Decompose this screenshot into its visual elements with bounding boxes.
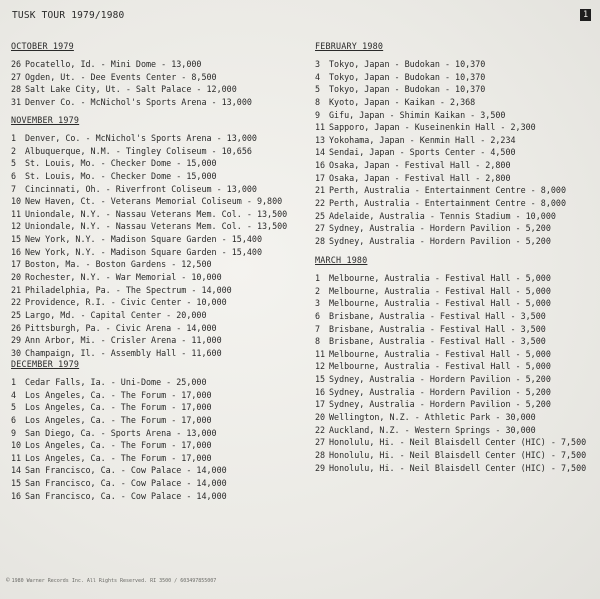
date-day: 11: [315, 348, 326, 359]
date-day: 1: [315, 273, 321, 283]
month-heading: NOVEMBER 1979: [11, 115, 80, 125]
tour-date-row: [315, 424, 586, 437]
tour-date-row: [11, 376, 227, 389]
tour-date-row: [315, 449, 586, 462]
tour-date-row: [11, 83, 252, 96]
month-section-november: [11, 114, 287, 360]
tour-date-row: [11, 490, 227, 503]
venue-details: Tokyo, Japan - Budokan - 10,370: [329, 84, 486, 95]
date-day: 16: [315, 386, 326, 397]
date-day: 7: [11, 183, 17, 194]
tour-date-row: [11, 334, 287, 347]
tour-date-row: [11, 258, 287, 271]
date-day: 14: [11, 465, 22, 476]
month-heading: OCTOBER 1979: [11, 41, 74, 51]
venue-details: St. Louis, Mo. - Checker Dome - 15,000: [25, 170, 217, 181]
date-day: 6: [11, 170, 17, 181]
date-day: 6: [315, 310, 321, 321]
date-day: 15: [11, 478, 22, 489]
tour-date-row: [11, 233, 287, 246]
venue-details: Sapporo, Japan - Kuseinenkin Hall - 2,300: [329, 122, 536, 133]
date-day: 8: [315, 336, 321, 347]
date-day: 2: [315, 285, 321, 296]
tour-date-row: [11, 246, 287, 259]
date-day: 6: [11, 414, 17, 425]
date-day: 14: [315, 147, 326, 158]
tour-date-row: [315, 134, 566, 147]
date-day: 30: [11, 347, 22, 358]
venue-details: Honolulu, Hi. - Neil Blaisdell Center (HIC) - 7,500: [329, 449, 587, 460]
venue-details: Los Angeles, Ca. - The Forum - 17,000: [25, 389, 212, 400]
tour-date-row: [11, 309, 287, 322]
venue-details: New York, N.Y. - Madison Square Garden - 15,400: [25, 246, 262, 257]
tour-date-row: [315, 360, 586, 373]
date-day: 28: [315, 235, 326, 246]
tour-date-row: [11, 208, 287, 221]
tour-date-row: [315, 310, 586, 323]
tour-date-row: [11, 477, 227, 490]
venue-details: San Francisco, Ca. - Cow Palace - 14,000: [25, 465, 227, 476]
tour-date-row: [315, 96, 566, 109]
venue-details: Salt Lake City, Ut. - Salt Palace - 12,000: [25, 84, 237, 95]
venue-details: Providence, R.I. - Civic Center - 10,000: [25, 297, 227, 308]
date-day: 17: [315, 399, 326, 410]
date-day: 2: [11, 145, 17, 156]
tour-date-row: [11, 58, 252, 71]
date-day: 22: [315, 424, 326, 435]
tour-date-row: [315, 83, 566, 96]
date-day: 27: [315, 223, 326, 234]
date-day: 27: [11, 71, 22, 82]
page-title: TUSK TOUR 1979/1980: [12, 10, 125, 21]
venue-details: Pocatello, Id. - Mini Dome - 13,000: [25, 59, 202, 69]
tour-date-row: [11, 170, 287, 183]
venue-details: Sydney, Australia - Hordern Pavilion - 5,200: [329, 386, 551, 397]
date-day: 16: [315, 160, 326, 171]
date-day: 12: [11, 221, 22, 232]
tour-date-row: [11, 183, 287, 196]
venue-details: St. Louis, Mo. - Checker Dome - 15,000: [25, 158, 217, 169]
venue-details: Largo, Md. - Capital Center - 20,000: [25, 309, 207, 320]
month-section-october: [11, 40, 252, 109]
venue-details: Melbourne, Australia - Festival Hall - 5,000: [329, 273, 551, 283]
date-day: 1: [11, 377, 17, 387]
date-day: 22: [11, 297, 22, 308]
month-section-february: [315, 40, 566, 248]
tour-date-row: [315, 146, 566, 159]
venue-details: Kyoto, Japan - Kaikan - 2,368: [329, 96, 476, 107]
venue-details: Philadelphia, Pa. - The Spectrum - 14,000: [25, 284, 232, 295]
date-day: 20: [315, 412, 326, 423]
tour-date-row: [315, 159, 566, 172]
venue-details: Albuquerque, N.M. - Tingley Coliseum - 10,656: [25, 145, 252, 156]
venue-details: Adelaide, Australia - Tennis Stadium - 10,000: [329, 210, 556, 221]
tour-date-row: [11, 157, 287, 170]
tour-date-row: [11, 389, 227, 402]
venue-details: Los Angeles, Ca. - The Forum - 17,000: [25, 414, 212, 425]
date-day: 4: [11, 389, 17, 400]
tour-date-row: [11, 284, 287, 297]
date-day: 12: [315, 361, 326, 372]
tour-date-row: [315, 285, 586, 298]
tour-date-row: [315, 222, 566, 235]
tour-date-row: [315, 197, 566, 210]
venue-details: Cincinnati, Oh. - Riverfront Coliseum - 13,000: [25, 183, 257, 194]
venue-details: Melbourne, Australia - Festival Hall - 5,000: [329, 361, 551, 372]
date-day: 3: [315, 59, 321, 69]
venue-details: Pittsburgh, Pa. - Civic Arena - 14,000: [25, 322, 217, 333]
venue-details: Denver Co. - McNichol's Sports Arena - 13,000: [25, 96, 252, 107]
venue-details: Sydney, Australia - Hordern Pavilion - 5,200: [329, 235, 551, 246]
tour-date-row: [315, 121, 566, 134]
date-day: 15: [11, 234, 22, 245]
venue-details: San Francisco, Ca. - Cow Palace - 14,000: [25, 490, 227, 501]
tour-date-row: [11, 439, 227, 452]
date-day: 8: [315, 96, 321, 107]
date-day: 9: [315, 109, 321, 120]
tour-date-row: [11, 296, 287, 309]
date-day: 15: [315, 374, 326, 385]
venue-details: Brisbane, Australia - Festival Hall - 3,500: [329, 310, 546, 321]
tour-date-row: [11, 271, 287, 284]
venue-details: Melbourne, Australia - Festival Hall - 5,000: [329, 298, 551, 309]
month-section-march: [315, 254, 586, 474]
venue-details: Osaka, Japan - Festival Hall - 2,800: [329, 172, 511, 183]
venue-details: Ann Arbor, Mi. - Crisler Arena - 11,000: [25, 335, 222, 346]
tour-date-row: [315, 210, 566, 223]
tour-date-row: [11, 195, 287, 208]
date-day: 29: [11, 335, 22, 346]
tour-date-row: [315, 348, 586, 361]
venue-details: San Francisco, Ca. - Cow Palace - 14,000: [25, 478, 227, 489]
date-day: 7: [315, 323, 321, 334]
date-day: 5: [315, 84, 321, 95]
tour-date-row: [11, 464, 227, 477]
venue-details: Yokohama, Japan - Kenmin Hall - 2,234: [329, 134, 516, 145]
tour-date-row: [315, 297, 586, 310]
venue-details: New York, N.Y. - Madison Square Garden - 15,400: [25, 234, 262, 245]
month-heading: MARCH 1980: [315, 255, 368, 265]
date-day: 16: [11, 490, 22, 501]
date-day: 31: [11, 96, 22, 107]
month-heading: DECEMBER 1979: [11, 359, 80, 369]
tour-date-row: [11, 322, 287, 335]
copyright-text: 1980 Warner Records Inc. All Rights Reserved. RI 3500 / 603497855007: [11, 578, 217, 584]
date-day: 22: [315, 198, 326, 209]
venue-details: Osaka, Japan - Festival Hall - 2,800: [329, 160, 511, 171]
month-section-december: [11, 358, 227, 502]
date-day: 21: [11, 284, 22, 295]
venue-details: Sydney, Australia - Hordern Pavilion - 5,200: [329, 223, 551, 234]
tour-date-row: [11, 427, 227, 440]
page-number-badge: 1: [580, 9, 591, 21]
date-day: 13: [315, 134, 326, 145]
venue-details: Champaign, Il. - Assembly Hall - 11,600: [25, 347, 222, 358]
date-day: 11: [11, 208, 22, 219]
tour-date-row: [315, 398, 586, 411]
tour-date-row: [11, 414, 227, 427]
date-day: 25: [11, 309, 22, 320]
tour-date-row: [11, 145, 287, 158]
tour-date-row: [315, 335, 586, 348]
tour-date-row: [315, 184, 566, 197]
venue-details: Wellington, N.Z. - Athletic Park - 30,000: [329, 412, 536, 423]
tour-date-row: [11, 401, 227, 414]
venue-details: Tokyo, Japan - Budokan - 10,370: [329, 59, 486, 69]
date-day: 28: [315, 449, 326, 460]
tour-date-row: [11, 132, 287, 145]
venue-details: Brisbane, Australia - Festival Hall - 3,500: [329, 336, 546, 347]
date-day: 5: [11, 402, 17, 413]
venue-details: Melbourne, Australia - Festival Hall - 5,000: [329, 285, 551, 296]
venue-details: Los Angeles, Ca. - The Forum - 17,000: [25, 440, 212, 451]
date-day: 27: [315, 437, 326, 448]
venue-details: Honolulu, Hi. - Neil Blaisdell Center (HIC) - 7,500: [329, 437, 587, 448]
venue-details: Melbourne, Australia - Festival Hall - 5,000: [329, 348, 551, 359]
tour-date-row: [315, 272, 586, 285]
tour-date-row: [11, 71, 252, 84]
tour-date-row: [315, 411, 586, 424]
date-day: 25: [315, 210, 326, 221]
venue-details: Auckland, N.Z. - Western Springs - 30,000: [329, 424, 536, 435]
venue-details: Perth, Australia - Entertainment Centre - 8,000: [329, 185, 566, 196]
date-day: 9: [11, 427, 17, 438]
tour-date-row: [315, 109, 566, 122]
venue-details: Perth, Australia - Entertainment Centre - 8,000: [329, 198, 566, 209]
copyright-footer: [6, 577, 216, 584]
date-day: 5: [11, 158, 17, 169]
tour-date-row: [315, 386, 586, 399]
venue-details: Los Angeles, Ca. - The Forum - 17,000: [25, 452, 212, 463]
venue-details: Boston, Ma. - Boston Gardens - 12,500: [25, 259, 212, 270]
date-day: 11: [315, 122, 326, 133]
venue-details: Sendai, Japan - Sports Center - 4,500: [329, 147, 516, 158]
date-day: 3: [315, 298, 321, 309]
venue-details: Rochester, N.Y. - War Memorial - 10,000: [25, 272, 222, 283]
venue-details: New Haven, Ct. - Veterans Memorial Coliseum - 9,800: [25, 196, 283, 207]
venue-details: Sydney, Australia - Hordern Pavilion - 5,200: [329, 399, 551, 410]
venue-details: Sydney, Australia - Hordern Pavilion - 5,200: [329, 374, 551, 385]
month-heading: FEBRUARY 1980: [315, 41, 384, 51]
tour-date-row: [315, 373, 586, 386]
date-day: 16: [11, 246, 22, 257]
tour-date-row: [315, 436, 586, 449]
tour-date-row: [315, 172, 566, 185]
date-day: 10: [11, 196, 22, 207]
venue-details: Uniondale, N.Y. - Nassau Veterans Mem. Col. - 13,500: [25, 208, 288, 219]
venue-details: Los Angeles, Ca. - The Forum - 17,000: [25, 402, 212, 413]
date-day: 29: [315, 462, 326, 473]
tour-date-row: [11, 452, 227, 465]
date-day: 26: [11, 322, 22, 333]
venue-details: Ogden, Ut. - Dee Events Center - 8,500: [25, 71, 217, 82]
venue-details: San Diego, Ca. - Sports Arena - 13,000: [25, 427, 217, 438]
date-day: 28: [11, 84, 22, 95]
tour-date-row: [315, 58, 566, 71]
date-day: 26: [11, 59, 22, 69]
copyright-symbol: ©: [6, 577, 10, 584]
tour-date-row: [11, 220, 287, 233]
tour-date-row: [11, 96, 252, 109]
venue-details: Tokyo, Japan - Budokan - 10,370: [329, 71, 486, 82]
tour-date-row: [315, 323, 586, 336]
date-day: 17: [315, 172, 326, 183]
tour-date-row: [315, 462, 586, 475]
date-day: 21: [315, 185, 326, 196]
venue-details: Gifu, Japan - Shimin Kaikan - 3,500: [329, 109, 506, 120]
date-day: 11: [11, 452, 22, 463]
venue-details: Uniondale, N.Y. - Nassau Veterans Mem. Col. - 13,500: [25, 221, 288, 232]
venue-details: Brisbane, Australia - Festival Hall - 3,500: [329, 323, 546, 334]
date-day: 4: [315, 71, 321, 82]
date-day: 20: [11, 272, 22, 283]
date-day: 1: [11, 133, 17, 143]
venue-details: Denver, Co. - McNichol's Sports Arena - 13,000: [25, 133, 257, 143]
venue-details: Cedar Falls, Ia. - Uni-Dome - 25,000: [25, 377, 207, 387]
date-day: 17: [11, 259, 22, 270]
date-day: 10: [11, 440, 22, 451]
tour-date-row: [315, 71, 566, 84]
venue-details: Honolulu, Hi. - Neil Blaisdell Center (HIC) - 7,500: [329, 462, 587, 473]
tour-date-row: [315, 235, 566, 248]
